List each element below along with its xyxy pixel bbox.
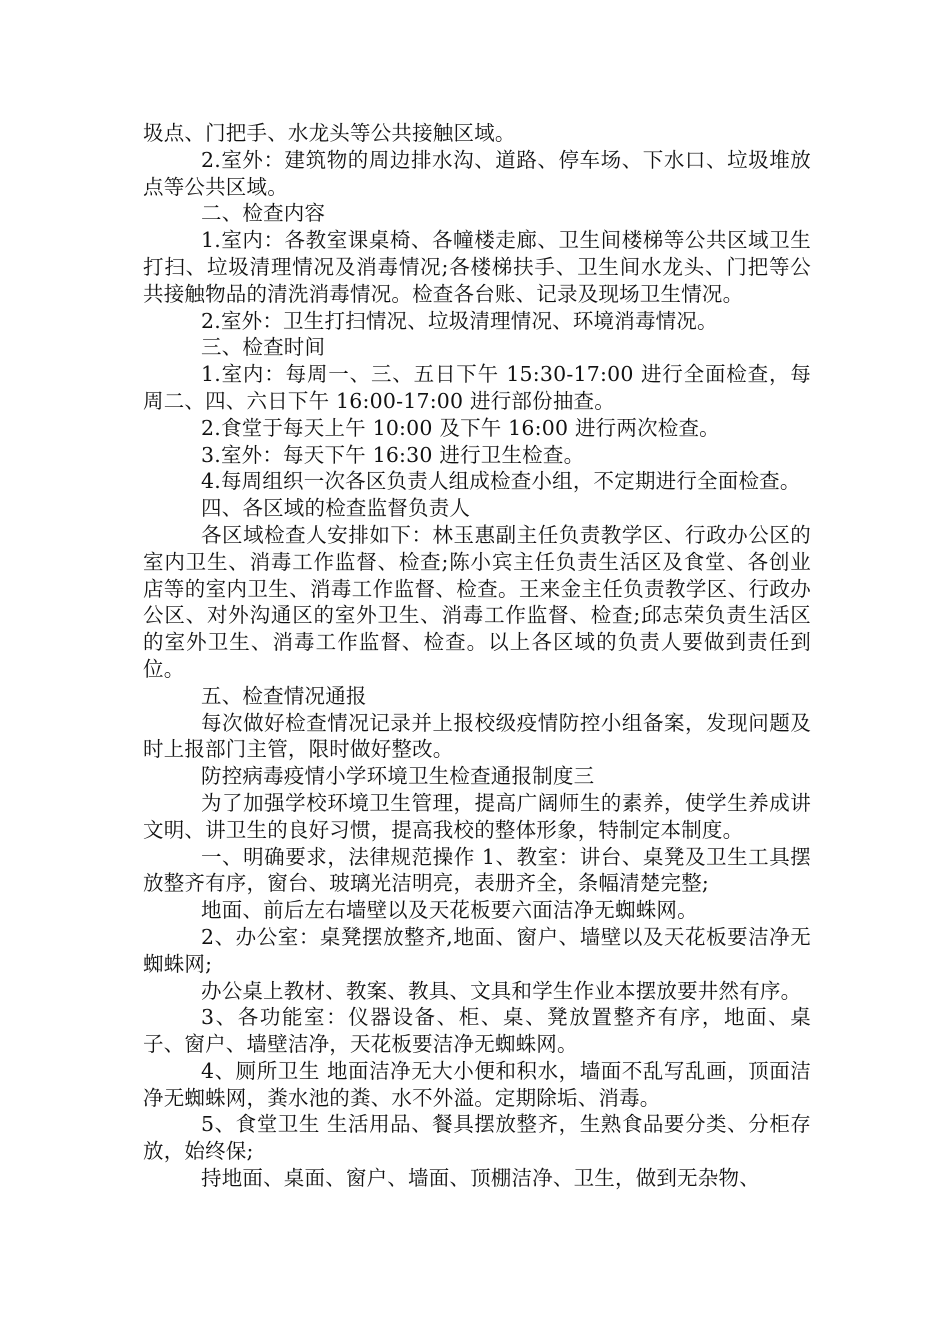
paragraph-toilet: 4、厕所卫生 地面洁净无大小便和积水，墙面不乱写乱画，顶面洁净无蜘蛛网，粪水池的粪、水不外溢。定期除垢、消毒。 bbox=[143, 1058, 811, 1110]
paragraph-function-rooms: 3、各功能室：仪器设备、柜、桌、凳放置整齐有序，地面、桌子、窗户、墙壁洁净，天花板要洁净无蜘蛛网。 bbox=[143, 1005, 811, 1057]
paragraph-classroom-requirements: 一、明确要求，法律规范操作 1、教室：讲台、桌凳及卫生工具摆放整齐有序，窗台、玻璃光洁明亮，表册齐全，条幅清楚完整; bbox=[143, 844, 811, 896]
paragraph-indoor-content: 1.室内：各教室课桌椅、各幢楼走廊、卫生间楼梯等公共区域卫生打扫、垃圾清理情况及消毒情况;各楼梯扶手、卫生间水龙头、门把等公共接触物品的清洗消毒情况。检查各台账、记录及现场卫生情况。 bbox=[143, 228, 811, 306]
paragraph-office-desk: 办公桌上教材、教案、教具、文具和学生作业本摆放要井然有序。 bbox=[201, 978, 802, 1003]
paragraph-report-record: 每次做好检查情况记录并上报校级疫情防控小组备案，发现问题及时上报部门主管，限时做好整改。 bbox=[143, 710, 811, 762]
paragraph-indoor-time: 1.室内：每周一、三、五日下午 15:30-17:00 进行全面检查，每周二、四、六日下午 16:00-17:00 进行部份抽查。 bbox=[143, 362, 811, 413]
paragraph-outdoor-content: 2.室外：卫生打扫情况、垃圾清理情况、环境消毒情况。 bbox=[201, 308, 718, 333]
section-heading-inspection-content: 二、检查内容 bbox=[201, 201, 326, 226]
document-page bbox=[143, 120, 811, 1192]
paragraph-canteen-time: 2.食堂于每天上午 10:00 及下午 16:00 进行两次检查。 bbox=[201, 415, 720, 440]
paragraph-outdoor-time: 3.室外：每天下午 16:30 进行卫生检查。 bbox=[201, 442, 585, 467]
paragraph-supervisor-arrangement: 各区域检查人安排如下：林玉惠副主任负责教学区、行政办公区的室内卫生、消毒工作监督、检查;陈小宾主任负责生活区及食堂、各创业店等的室内卫生、消毒工作监督、检查。王来金主任负责教学区、行政办公区、对外沟通区的室外卫生、消毒工作监督、检查;邱志荣负责生活区的室外卫生、消毒工作监督、检查。以上各区域的负责人要做到责任到位。 bbox=[143, 522, 811, 681]
paragraph-continuation: 圾点、门把手、水龙头等公共接触区域。 bbox=[143, 121, 516, 145]
paragraph-outdoor-area: 2.室外：建筑物的周边排水沟、道路、停车场、下水口、垃圾堆放点等公共区域。 bbox=[143, 147, 811, 199]
paragraph-floor-walls: 地面、前后左右墙壁以及天花板要六面洁净无蜘蛛网。 bbox=[201, 898, 698, 923]
section-heading-supervisors: 四、各区域的检查监督负责人 bbox=[201, 496, 471, 521]
paragraph-canteen-cleanliness: 持地面、桌面、窗户、墙面、顶棚洁净、卫生，做到无杂物、 bbox=[201, 1166, 760, 1191]
section-heading-inspection-time: 三、检查时间 bbox=[201, 335, 326, 360]
paragraph-weekly-team: 4.每周组织一次各区负责人组成检查小组，不定期进行全面检查。 bbox=[201, 469, 801, 494]
section-heading-report: 五、检查情况通报 bbox=[201, 683, 367, 708]
paragraph-canteen: 5、食堂卫生 生活用品、餐具摆放整齐，生熟食品要分类、分柜存放，始终保; bbox=[143, 1112, 811, 1164]
paragraph-purpose: 为了加强学校环境卫生管理，提高广阔师生的素养，使学生养成讲文明、讲卫生的良好习惯，提高我校的整体形象，特制定本制度。 bbox=[143, 790, 811, 842]
document-subtitle-three: 防控病毒疫情小学环境卫生检查通报制度三 bbox=[201, 764, 595, 789]
paragraph-office: 2、办公室：桌凳摆放整齐,地面、窗户、墙壁以及天花板要洁净无蜘蛛网; bbox=[143, 924, 811, 976]
